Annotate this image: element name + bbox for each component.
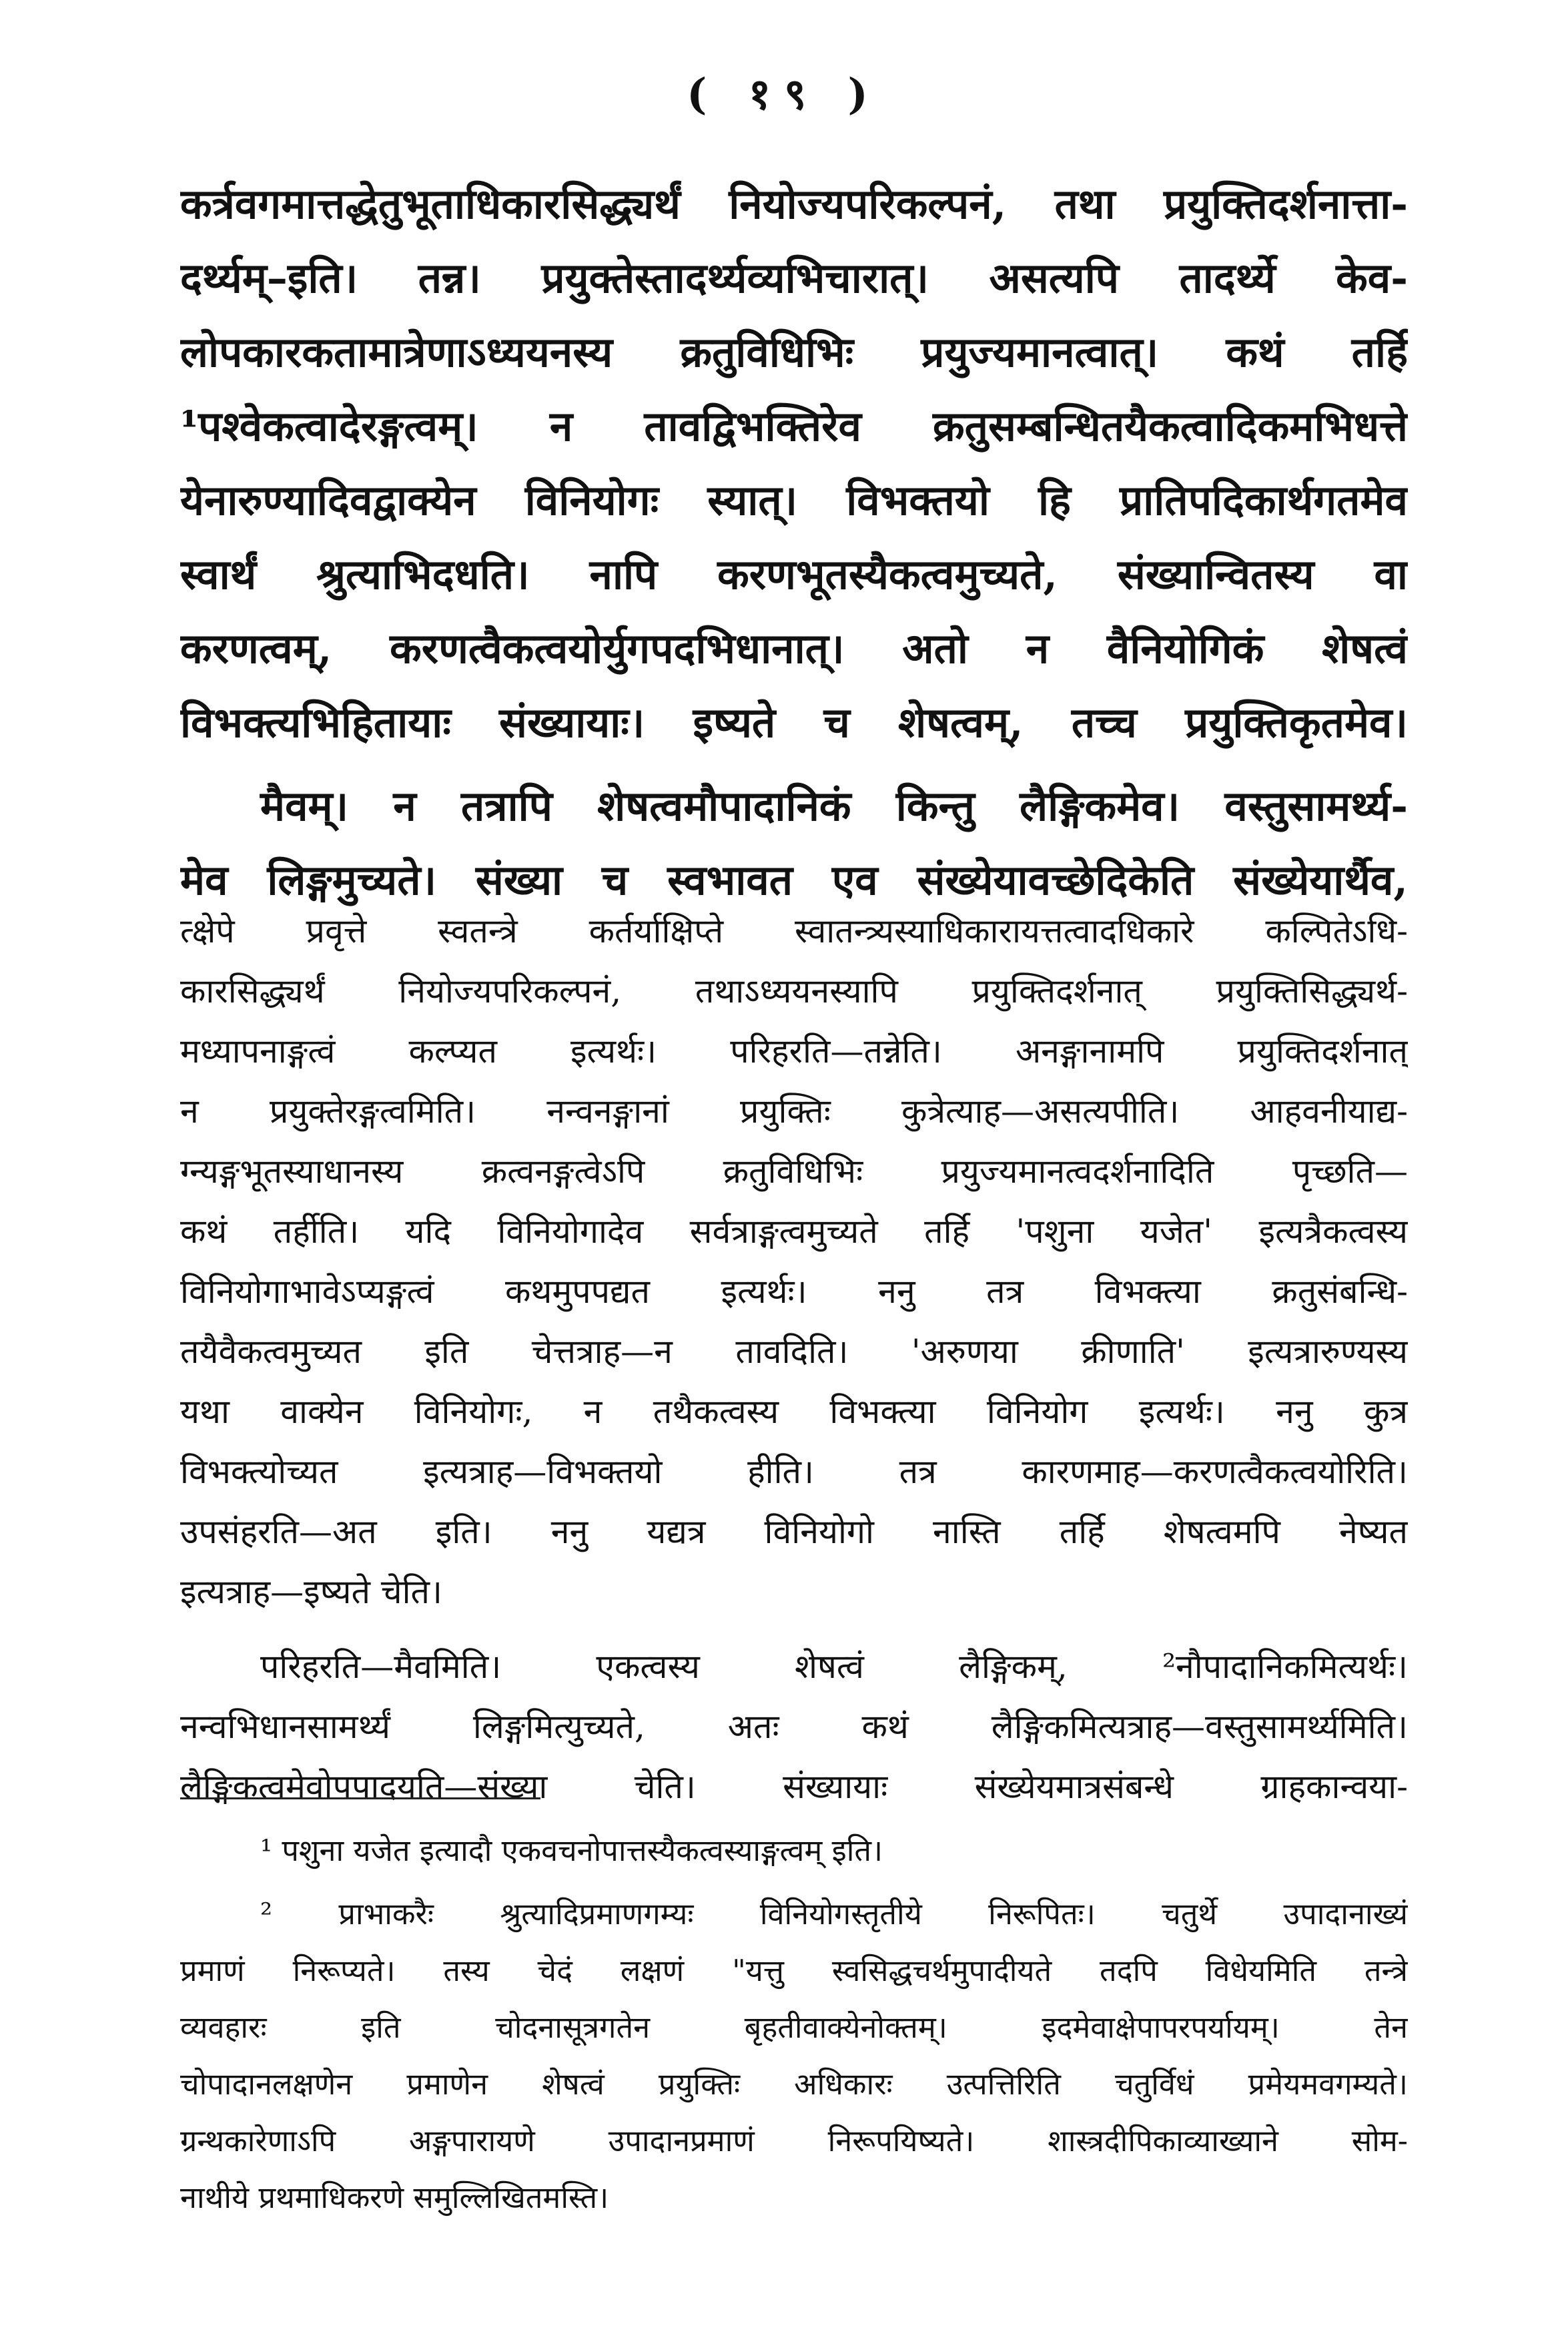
text-line: लोपकारकतामात्रेणाऽध्ययनस्य क्रतुविधिभिः प्रयुज्यमानत्वात्। कथं तर्हि: [180, 328, 1408, 376]
footnote: [180, 1885, 1408, 2226]
main-paragraph: [180, 769, 1408, 917]
commentary-line: लैङ्गिकत्वमेवोपपादयति—संख्या चेति। संख्यायाः संख्येयमात्रसंबन्धे ग्राहकान्वया-: [180, 1767, 1408, 1806]
main-paragraph: [180, 167, 1408, 760]
commentary-line: उपसंहरति—अत इति। ननु यद्यत्र विनियोगो नास्ति तर्हि शेषत्वमपि नेष्यत: [180, 1512, 1408, 1551]
footnote-line: नाथीये प्रथमाधिकरणे समुल्लिखितमस्ति।: [180, 2180, 609, 2215]
commentary-line: विनियोगाभावेऽप्यङ्गत्वं कथमुपपद्यत इत्यर्थः। ननु तत्र विभक्त्या क्रतुसंबन्धि-: [180, 1272, 1408, 1311]
footnote-line: ग्रन्थकारेणाऽपि अङ्गपारायणे उपादानप्रमाणं निरूपयिष्यते। शास्त्रदीपिकाव्याख्याने सोम-: [180, 2123, 1408, 2158]
commentary-line: ग्न्यङ्गभूतस्याधानस्य क्रत्वनङ्गत्वेऽपि क्रतुविधिभिः प्रयुज्यमानत्वदर्शनादिति पृच्छति—: [180, 1152, 1408, 1191]
text-line: येनारुण्यादिवद्वाक्येन विनियोगः स्यात्। विभक्तयो हि प्रातिपदिकार्थगतमेव: [180, 476, 1408, 525]
text-line: मेव लिङ्गमुच्यते। संख्या च स्वभावत एव संख्येयावच्छेदिकेति संख्येयार्थैव,: [180, 856, 1408, 904]
footnote-divider: [180, 1797, 540, 1799]
page-number: ( १९ ): [687, 69, 881, 119]
commentary-line: तयैवैकत्वमुच्यत इति चेत्तत्राह—न तावदिति। 'अरुणया क्रीणाति' इत्यत्रारुण्यस्य: [180, 1332, 1408, 1371]
footnote-line: प्रमाणं निरूप्यते। तस्य चेदं लक्षणं "यत्तु स्वसिद्धचर्थमुपादीयते तदपि विधेयमिति तन्त्रे: [180, 1953, 1408, 1988]
commentary-line: यथा वाक्येन विनियोगः, न तथैकत्वस्य विभक्त्या विनियोग इत्यर्थः। ननु कुत्र: [180, 1392, 1408, 1431]
commentary-line: मध्यापनाङ्गत्वं कल्प्यत इत्यर्थः। परिहरति—तन्नेति। अनङ्गानामपि प्रयुक्तिदर्शनात्: [180, 1032, 1408, 1071]
commentary-line: कथं तर्हीति। यदि विनियोगादेव सर्वत्राङ्गत्वमुच्यते तर्हि 'पशुना यजेत' इत्यत्रैकत्वस्य: [180, 1212, 1408, 1251]
commentary-paragraph: [180, 1637, 1408, 1817]
commentary-line: इत्यत्राह—इष्यते चेति।: [180, 1572, 442, 1611]
commentary-paragraph: [180, 901, 1408, 1622]
text-line: दर्थ्यम्–इति। तन्न। प्रयुक्तेस्तादर्थ्यव्यभिचारात्। असत्यपि तादर्थ्ये केव-: [180, 254, 1408, 302]
footnote-line: ¹ पशुना यजेत इत्यादौ एकवचनोपात्तस्यैकत्वस्याङ्गत्वम् इति।: [260, 1833, 883, 1868]
text-line: करणत्वम्, करणत्वैकत्वयोर्युगपदभिधानात्। अतो न वैनियोगिकं शेषत्वं: [180, 624, 1408, 673]
text-line: कर्त्रवगमात्तद्धेतुभूताधिकारसिद्ध्यर्थं नियोज्यपरिकल्पनं, तथा प्रयुक्तिदर्शनात्ता-: [180, 180, 1408, 228]
footnote-line: ² प्राभाकरैः श्रुत्यादिप्रमाणगम्यः विनियोगस्तृतीये निरूपितः। चतुर्थे उपादानाख्यं: [260, 1896, 1408, 1932]
text-line: मैवम्। न तत्रापि शेषत्वमौपादानिकं किन्तु लैङ्गिकमेव। वस्तुसामर्थ्य-: [260, 782, 1408, 830]
commentary-line: न प्रयुक्तेरङ्गत्वमिति। नन्वनङ्गानां प्रयुक्तिः कुत्रेत्याह—असत्यपीति। आहवनीयाद्य-: [180, 1092, 1408, 1131]
footnote: [180, 1822, 1408, 1879]
commentary-line: नन्वभिधानसामर्थ्यं लिङ्गमित्युच्यते, अतः कथं लैङ्गिकमित्यत्राह—वस्तुसामर्थ्यमिति।: [180, 1707, 1408, 1746]
footnote-line: चोपादानलक्षणेन प्रमाणेन शेषत्वं प्रयुक्तिः अधिकारः उत्पत्तिरिति चतुर्विधं प्रमेयमवगम्यते।: [180, 2066, 1408, 2102]
text-line: स्वार्थं श्रुत्याभिदधति। नापि करणभूतस्यैकत्वमुच्यते, संख्यान्वितस्य वा: [180, 550, 1408, 599]
commentary-line: त्क्षेपे प्रवृत्ते स्वतन्त्रे कर्तर्याक्षिप्ते स्वातन्त्र्यस्याधिकारायत्तत्वादधिकारे कल्पितेऽधि-: [180, 912, 1408, 950]
main-text: [180, 167, 1408, 917]
commentary-line: कारसिद्ध्यर्थं नियोज्यपरिकल्पनं, तथाऽध्ययनस्यापि प्रयुक्तिदर्शनात् प्रयुक्तिसिद्ध्यर्थ-: [180, 972, 1408, 1010]
text-line: विभक्त्यभिहितायाः संख्यायाः। इष्यते च शेषत्वम्, तच्च प्रयुक्तिकृतमेव।: [180, 698, 1408, 747]
footnotes: [180, 1822, 1408, 2226]
commentary-line: विभक्त्योच्यत इत्यत्राह—विभक्तयो हीति। तत्र कारणमाह—करणत्वैकत्वयोरिति।: [180, 1452, 1408, 1491]
commentary-text: [180, 901, 1408, 1817]
footnote-line: व्यवहारः इति चोदनासूत्रगतेन बृहतीवाक्येनोक्तम्। इदमेवाक्षेपापरपर्यायम्। तेन: [180, 2010, 1408, 2045]
text-line: ¹पश्वेकत्वादेरङ्गत्वम्। न तावद्विभक्तिरेव क्रतुसम्बन्धितयैकत्वादिकमभिधत्ते: [180, 402, 1408, 451]
commentary-line: परिहरति—मैवमिति। एकत्वस्य शेषत्वं लैङ्गिकम्, ²नौपादानिकमित्यर्थः।: [260, 1647, 1408, 1686]
